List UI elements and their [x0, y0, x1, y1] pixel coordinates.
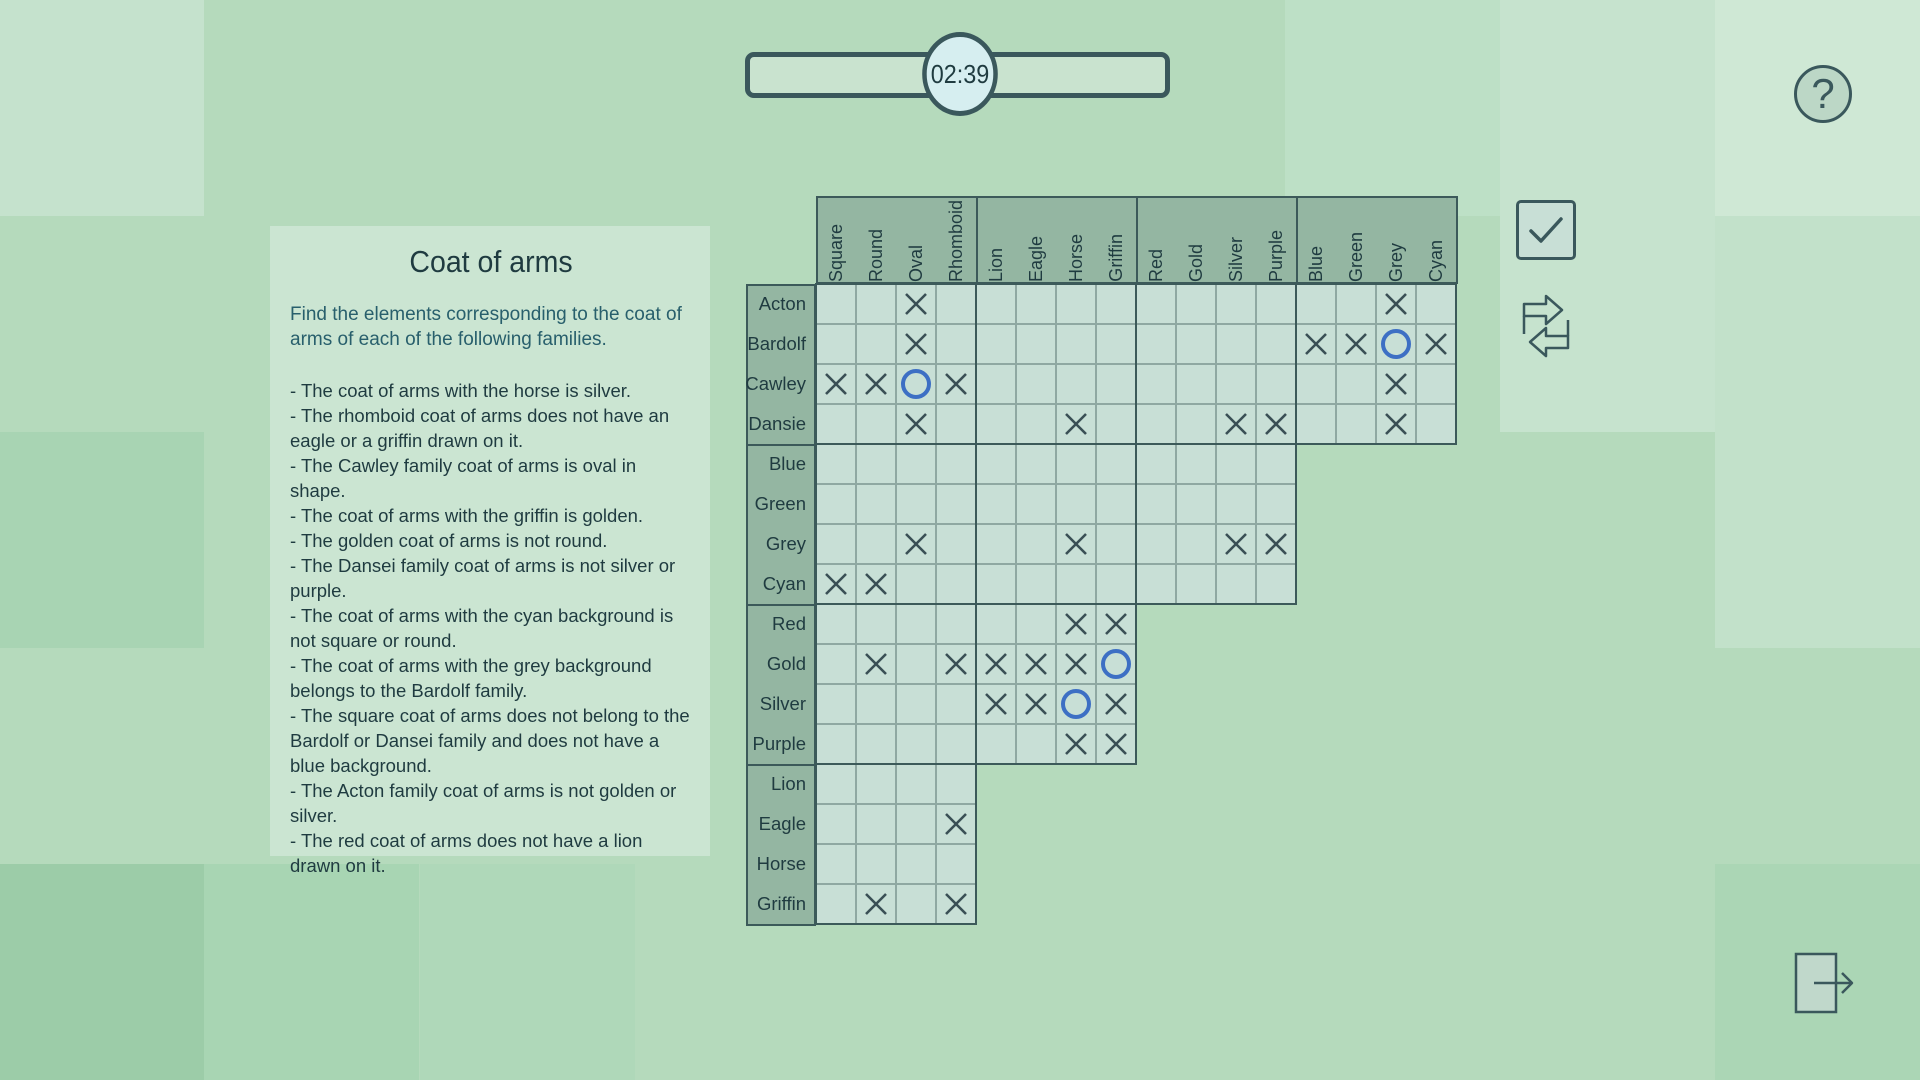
grid-cell[interactable] [1176, 364, 1216, 404]
grid-cell[interactable] [1336, 364, 1376, 404]
grid-cell[interactable] [1016, 284, 1056, 324]
grid-cell[interactable] [896, 804, 936, 844]
clue: - The coat of arms with the horse is silver. [290, 380, 632, 401]
cross-mark-icon [1296, 324, 1336, 364]
grid-cell[interactable] [1296, 364, 1336, 404]
grid-cell[interactable] [1336, 284, 1376, 324]
clue: - The Cawley family coat of arms is oval in shape. [290, 455, 637, 501]
grid-cell[interactable] [1176, 524, 1216, 564]
clue: - The Dansei family coat of arms is not silver or purple. [290, 555, 676, 601]
grid-cell[interactable] [1016, 484, 1056, 524]
cross-mark-icon [896, 524, 936, 564]
grid-cell[interactable] [816, 284, 856, 324]
grid-cell[interactable] [1096, 284, 1136, 324]
cross-mark-icon [816, 364, 856, 404]
cross-mark-icon [1376, 284, 1416, 324]
grid-cell[interactable] [896, 884, 936, 924]
cross-mark-icon [1256, 524, 1296, 564]
cross-mark-icon [856, 364, 896, 404]
puzzle-title: Coat of arms [409, 244, 573, 279]
grid-cell[interactable] [896, 564, 936, 604]
grid-cell[interactable] [816, 764, 856, 804]
bg-tile [0, 0, 204, 216]
column-label [1216, 198, 1256, 282]
grid-cell[interactable] [1256, 564, 1296, 604]
help-button[interactable] [1794, 65, 1852, 123]
grid-cell[interactable] [1016, 364, 1056, 404]
grid-cell[interactable] [976, 564, 1016, 604]
grid-cell[interactable] [816, 524, 856, 564]
grid-cell[interactable] [1136, 564, 1176, 604]
grid-cell[interactable] [976, 284, 1016, 324]
grid-cell[interactable] [1016, 604, 1056, 644]
grid-cell[interactable] [896, 844, 936, 884]
bg-tile [204, 864, 419, 1080]
grid-cell[interactable] [1216, 364, 1256, 404]
puzzle-intro: Find the elements corresponding to the coat of arms of each of the following families. [290, 304, 682, 350]
cross-mark-icon [896, 324, 936, 364]
cross-mark-icon [1256, 404, 1296, 444]
grid-cell[interactable] [1136, 284, 1176, 324]
cross-mark-icon [1056, 404, 1096, 444]
cross-mark-icon [816, 564, 856, 604]
clue: - The coat of arms with the cyan background is not square or round. [290, 605, 674, 651]
grid-cell[interactable] [856, 724, 896, 764]
grid-cell[interactable] [1176, 324, 1216, 364]
cross-mark-icon [1016, 684, 1056, 724]
cross-mark-icon [1016, 644, 1056, 684]
grid-cell[interactable] [1136, 324, 1176, 364]
grid-cell[interactable] [1096, 484, 1136, 524]
grid-cell[interactable] [816, 884, 856, 924]
grid-cell[interactable] [936, 564, 976, 604]
grid-cell[interactable] [1056, 324, 1096, 364]
grid-cell[interactable] [976, 324, 1016, 364]
cross-mark-icon [1056, 644, 1096, 684]
row-label: Griffin [756, 893, 806, 914]
cross-mark-icon [936, 644, 976, 684]
column-label [1016, 198, 1056, 282]
grid-cell[interactable] [816, 844, 856, 884]
grid-cell[interactable] [1296, 404, 1336, 444]
grid-cell[interactable] [816, 604, 856, 644]
grid-cell[interactable] [1416, 364, 1456, 404]
grid-cell[interactable] [1176, 404, 1216, 444]
column-label-text: Round [865, 228, 886, 282]
column-label [896, 198, 936, 282]
cross-mark-icon [936, 364, 976, 404]
grid-cell[interactable] [856, 324, 896, 364]
grid-cell[interactable] [1136, 444, 1176, 484]
grid-cell[interactable] [976, 604, 1016, 644]
grid-cell[interactable] [856, 604, 896, 644]
grid-cell[interactable] [856, 484, 896, 524]
row-label: Grey [765, 533, 806, 554]
grid-cell[interactable] [856, 524, 896, 564]
row-label: Blue [768, 453, 806, 474]
row-label: Green [754, 493, 806, 514]
cross-mark-icon [1096, 604, 1136, 644]
row-label: Purple [752, 733, 806, 754]
bg-tile [0, 864, 204, 1080]
grid-cell[interactable] [1016, 324, 1056, 364]
grid-cell[interactable] [816, 324, 856, 364]
grid-cell[interactable] [1136, 404, 1176, 444]
clue: - The Acton family coat of arms is not golden or silver. [290, 780, 677, 826]
check-solution-button[interactable] [1516, 200, 1576, 260]
grid-cell[interactable] [856, 444, 896, 484]
grid-cell[interactable] [856, 684, 896, 724]
column-label [1256, 198, 1296, 282]
row-label: Gold [766, 653, 806, 674]
grid-cell[interactable] [1096, 404, 1136, 444]
grid-cell[interactable] [936, 404, 976, 444]
bg-tile [1285, 0, 1500, 216]
row-label: Acton [758, 293, 806, 314]
clue: - The rhomboid coat of arms does not have an eagle or a griffin drawn on it. [290, 405, 670, 451]
grid-cell[interactable] [976, 444, 1016, 484]
grid-cell[interactable] [976, 484, 1016, 524]
grid-cell[interactable] [936, 764, 976, 804]
column-label-text: Silver [1225, 236, 1246, 282]
cross-mark-icon [1096, 684, 1136, 724]
clue: - The golden coat of arms is not round. [290, 530, 608, 551]
bg-tile [420, 864, 635, 1080]
grid-cell[interactable] [1096, 324, 1136, 364]
row-label: Red [772, 613, 806, 634]
cross-mark-icon [1216, 524, 1256, 564]
clue: - The square coat of arms does not belong to the Bardolf or Dansei family and does not have a blue background. [290, 705, 690, 776]
grid-cell[interactable] [896, 484, 936, 524]
grid-cell[interactable] [1016, 564, 1056, 604]
grid-cell[interactable] [976, 524, 1016, 564]
grid-cell[interactable] [976, 364, 1016, 404]
grid-cell[interactable] [1096, 564, 1136, 604]
row-label: Dansie [748, 413, 806, 434]
grid-cell[interactable] [1056, 564, 1096, 604]
grid-cell[interactable] [1056, 444, 1096, 484]
grid-cell[interactable] [1056, 284, 1096, 324]
column-label [1376, 198, 1416, 282]
grid-cell[interactable] [1136, 364, 1176, 404]
grid-cell[interactable] [936, 484, 976, 524]
column-label-text: Griffin [1105, 234, 1126, 282]
grid-cell[interactable] [976, 724, 1016, 764]
row-label: Silver [759, 693, 806, 714]
column-label [1136, 198, 1176, 282]
grid-cell[interactable] [1416, 284, 1456, 324]
cross-mark-icon [1056, 604, 1096, 644]
column-label-text: Eagle [1025, 235, 1046, 282]
grid-cell[interactable] [1056, 364, 1096, 404]
grid-cell[interactable] [856, 804, 896, 844]
grid-cell[interactable] [1016, 524, 1056, 564]
grid-cell[interactable] [1016, 724, 1056, 764]
grid-cell[interactable] [936, 844, 976, 884]
column-label-text: Horse [1065, 233, 1086, 282]
exit-icon [1794, 952, 1856, 1014]
column-label [1096, 198, 1136, 282]
cross-mark-icon [896, 404, 936, 444]
grid-cell[interactable] [1176, 284, 1216, 324]
cross-mark-icon [1216, 404, 1256, 444]
circle-mark-icon [1096, 644, 1136, 684]
row-label: Cawley [745, 373, 806, 394]
grid-cell[interactable] [936, 604, 976, 644]
grid-cell[interactable] [1016, 404, 1056, 444]
cross-mark-icon [856, 644, 896, 684]
grid-cell[interactable] [816, 644, 856, 684]
grid-cell[interactable] [1056, 484, 1096, 524]
circle-mark-icon [1376, 324, 1416, 364]
grid-cell[interactable] [1256, 484, 1296, 524]
grid-cell[interactable] [936, 324, 976, 364]
grid-cell[interactable] [816, 684, 856, 724]
column-label-text: Oval [905, 244, 926, 282]
cross-mark-icon [1056, 724, 1096, 764]
grid-cell[interactable] [816, 404, 856, 444]
grid-cell[interactable] [1096, 364, 1136, 404]
grid-cell[interactable] [1096, 444, 1136, 484]
grid-cell[interactable] [856, 404, 896, 444]
grid-cell[interactable] [856, 764, 896, 804]
column-label [976, 198, 1016, 282]
grid-cell[interactable] [1216, 324, 1256, 364]
column-label [1336, 198, 1376, 282]
swap-arrows-icon [1520, 292, 1572, 360]
grid-cell[interactable] [896, 724, 936, 764]
column-label-text: Lion [985, 247, 1006, 282]
column-label-text: Purple [1265, 229, 1286, 282]
grid-cell[interactable] [936, 524, 976, 564]
column-label [856, 198, 896, 282]
cross-mark-icon [1376, 404, 1416, 444]
column-label [1416, 198, 1456, 282]
cross-mark-icon [936, 804, 976, 844]
grid-cell[interactable] [976, 404, 1016, 444]
grid-cell[interactable] [1136, 524, 1176, 564]
cross-mark-icon [936, 884, 976, 924]
grid-cell[interactable] [1096, 524, 1136, 564]
grid-cell[interactable] [856, 284, 896, 324]
bg-tile [1715, 216, 1920, 648]
grid-cell[interactable] [1176, 444, 1216, 484]
grid-cell[interactable] [1256, 364, 1296, 404]
cross-mark-icon [1336, 324, 1376, 364]
column-label-text: Square [825, 223, 846, 282]
cross-mark-icon [976, 644, 1016, 684]
row-label: Horse [756, 853, 806, 874]
grid-cell[interactable] [856, 844, 896, 884]
column-label-text: Cyan [1425, 239, 1446, 282]
grid-cell[interactable] [1256, 284, 1296, 324]
swap-button[interactable] [1520, 292, 1572, 360]
cross-mark-icon [856, 884, 896, 924]
grid-cell[interactable] [816, 724, 856, 764]
circle-mark-icon [896, 364, 936, 404]
checkmark-icon [1519, 203, 1573, 257]
cross-mark-icon [856, 564, 896, 604]
row-label: Lion [771, 773, 806, 794]
exit-button[interactable] [1794, 952, 1856, 1014]
grid-cell[interactable] [936, 684, 976, 724]
column-label-text: Blue [1305, 245, 1326, 282]
grid-cell[interactable] [936, 444, 976, 484]
grid-cell[interactable] [816, 484, 856, 524]
column-label [1176, 198, 1216, 282]
clue: - The red coat of arms does not have a lion drawn on it. [290, 830, 643, 876]
column-label [1056, 198, 1096, 282]
grid-cell[interactable] [1176, 484, 1216, 524]
bg-tile [0, 432, 204, 648]
grid-cell[interactable] [1216, 444, 1256, 484]
grid-cell[interactable] [896, 764, 936, 804]
grid-cell[interactable] [1136, 484, 1176, 524]
grid-cell[interactable] [1256, 324, 1296, 364]
timer-display: 02:39 [922, 32, 998, 116]
column-label [816, 198, 856, 282]
row-label: Bardolf [747, 333, 806, 354]
grid-cell[interactable] [896, 644, 936, 684]
rules-panel [270, 226, 710, 876]
cross-mark-icon [1416, 324, 1456, 364]
grid-cell[interactable] [896, 444, 936, 484]
grid-cell[interactable] [896, 684, 936, 724]
column-label-text: Red [1145, 248, 1166, 282]
cross-mark-icon [1096, 724, 1136, 764]
grid-cell[interactable] [1016, 444, 1056, 484]
grid-cell[interactable] [936, 724, 976, 764]
grid-cell[interactable] [816, 444, 856, 484]
column-label-text: Green [1345, 231, 1366, 282]
row-label: Cyan [762, 573, 806, 594]
grid-cell[interactable] [936, 284, 976, 324]
grid-cell[interactable] [1416, 404, 1456, 444]
column-label-text: Gold [1185, 243, 1206, 282]
grid-cell[interactable] [1216, 284, 1256, 324]
clue: - The coat of arms with the grey background belongs to the Bardolf family. [290, 655, 652, 701]
column-label-text: Rhomboid [945, 199, 966, 282]
clue: - The coat of arms with the griffin is golden. [290, 505, 644, 526]
grid-cell[interactable] [1256, 444, 1296, 484]
cross-mark-icon [1056, 524, 1096, 564]
cross-mark-icon [976, 684, 1016, 724]
grid-cell[interactable] [816, 804, 856, 844]
grid-cell[interactable] [1176, 564, 1216, 604]
grid-cell[interactable] [1296, 284, 1336, 324]
grid-cell[interactable] [1216, 484, 1256, 524]
column-label [1296, 198, 1336, 282]
question-mark-icon: ? [1811, 70, 1835, 117]
column-label-text: Grey [1385, 242, 1406, 282]
grid-cell[interactable] [896, 604, 936, 644]
column-label [936, 198, 976, 282]
grid-cell[interactable] [1216, 564, 1256, 604]
grid-cell[interactable] [1336, 404, 1376, 444]
cross-mark-icon [1376, 364, 1416, 404]
row-label: Eagle [758, 813, 806, 834]
cross-mark-icon [896, 284, 936, 324]
circle-mark-icon [1056, 684, 1096, 724]
